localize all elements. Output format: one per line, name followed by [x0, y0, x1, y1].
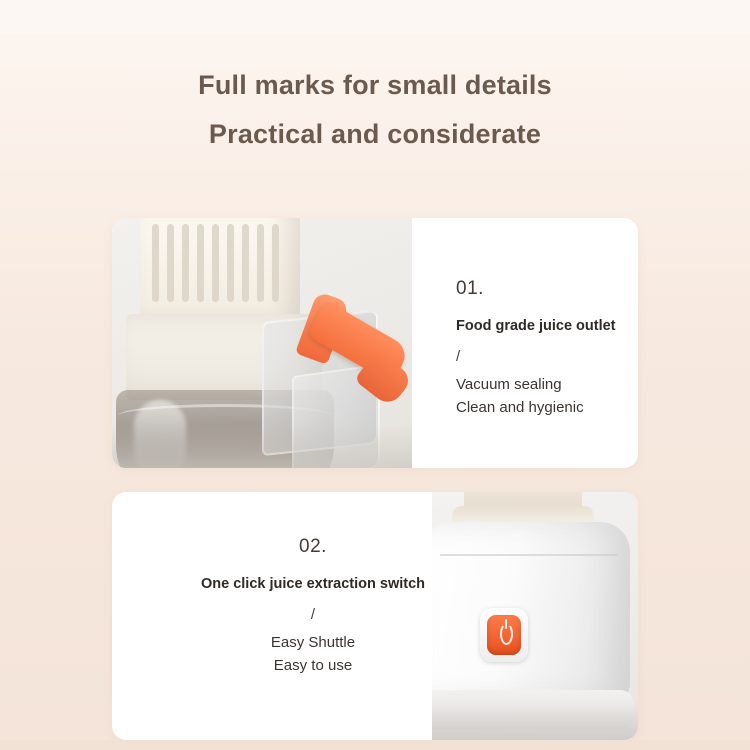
power-icon — [500, 623, 513, 645]
feature-01-number: 01. — [456, 278, 484, 299]
feature-01-divider: / — [456, 348, 461, 365]
strainer-slots — [152, 224, 284, 302]
juicer-body-photo — [432, 492, 638, 740]
heading-line-1: Full marks for small details — [198, 70, 552, 100]
feature-02-divider: / — [310, 606, 316, 623]
feature-02-number: 02. — [299, 536, 327, 557]
feature-02-detail-2: Easy to use — [273, 657, 353, 675]
orange-lever — [294, 287, 412, 421]
feature-01-title: Food grade juice outlet — [456, 318, 616, 334]
feature-02-text — [148, 536, 478, 678]
feature-01-text — [456, 278, 636, 420]
photo-shadow-2 — [432, 704, 638, 740]
body-seam — [440, 554, 618, 556]
juicer-outlet-photo — [112, 218, 412, 468]
feature-01-detail-1: Vacuum sealing — [456, 376, 562, 393]
feature-card-02 — [112, 492, 638, 740]
top-strip — [0, 0, 750, 34]
heading-line-2: Practical and considerate — [208, 119, 542, 149]
feature-02-detail-1: Easy Shuttle — [270, 634, 356, 651]
juicer-main-body — [432, 522, 630, 700]
photo-shadow — [112, 424, 412, 468]
headings-block — [0, 72, 750, 148]
feature-card-01 — [112, 218, 638, 468]
feature-01-detail-2: Clean and hygienic — [456, 399, 584, 417]
bottom-band — [0, 740, 750, 750]
feature-02-title: One click juice extraction switch — [200, 576, 426, 592]
